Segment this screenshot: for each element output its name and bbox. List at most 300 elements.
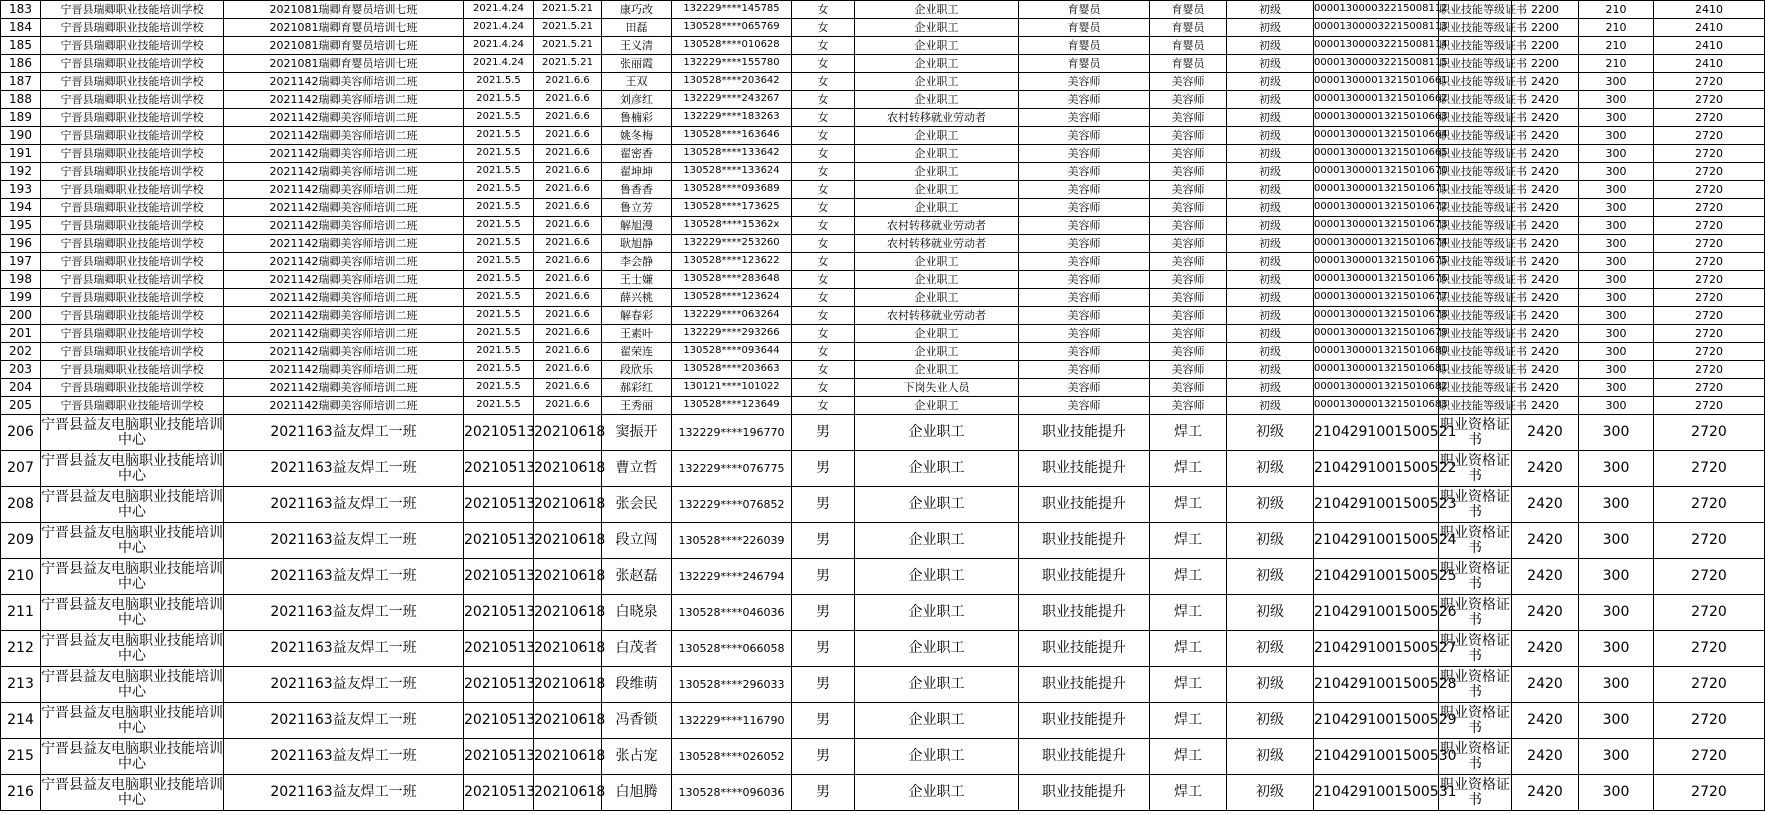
row-number: 215 — [1, 739, 41, 775]
category-cell: 美容师 — [1019, 253, 1150, 271]
id-number-cell: 130528****046036 — [672, 595, 792, 631]
table-row — [1, 73, 1765, 91]
name-cell: 姚冬梅 — [602, 127, 672, 145]
certificate-type-cell: 职业资格证书 — [1439, 703, 1512, 739]
gender-cell: 女 — [792, 361, 855, 379]
total-cell: 2720 — [1654, 379, 1765, 397]
certificate-type-cell: 职业资格证书 — [1439, 487, 1512, 523]
subsidy-cell: 2420 — [1512, 739, 1579, 775]
person-type-cell: 企业职工 — [855, 739, 1019, 775]
start-date-cell: 2021.5.5 — [464, 307, 534, 325]
certificate-type-cell: 职业技能等级证书 — [1439, 127, 1512, 145]
table-row — [1, 217, 1765, 235]
level-cell: 初级 — [1227, 397, 1314, 415]
table-row — [1, 739, 1765, 775]
subsidy-cell: 2420 — [1512, 217, 1579, 235]
class-cell: 2021142瑞卿美容师培训二班 — [224, 73, 464, 91]
category-cell: 育婴员 — [1019, 1, 1150, 19]
class-cell: 2021163益友焊工一班 — [224, 559, 464, 595]
level-cell: 初级 — [1227, 775, 1314, 811]
subsidy-cell: 2420 — [1512, 289, 1579, 307]
school-cell: 宁晋县瑞卿职业技能培训学校 — [41, 217, 224, 235]
allowance-cell: 300 — [1579, 397, 1654, 415]
certificate-type-cell: 职业技能等级证书 — [1439, 73, 1512, 91]
subsidy-cell: 2420 — [1512, 379, 1579, 397]
allowance-cell: 300 — [1579, 361, 1654, 379]
certificate-number-cell: 2104291001500521 — [1314, 415, 1439, 451]
allowance-cell: 210 — [1579, 1, 1654, 19]
end-date-cell: 2021.6.6 — [534, 379, 602, 397]
table-row — [1, 415, 1765, 451]
category-cell: 职业技能提升 — [1019, 487, 1150, 523]
occupation-cell: 美容师 — [1150, 235, 1227, 253]
category-cell: 美容师 — [1019, 91, 1150, 109]
id-number-cell: 130121****101022 — [672, 379, 792, 397]
certificate-type-cell: 职业技能等级证书 — [1439, 289, 1512, 307]
gender-cell: 男 — [792, 703, 855, 739]
level-cell: 初级 — [1227, 235, 1314, 253]
school-cell: 宁晋县益友电脑职业技能培训中心 — [41, 631, 224, 667]
person-type-cell: 企业职工 — [855, 91, 1019, 109]
class-cell: 2021142瑞卿美容师培训二班 — [224, 91, 464, 109]
certificate-type-cell: 职业技能等级证书 — [1439, 109, 1512, 127]
level-cell: 初级 — [1227, 667, 1314, 703]
allowance-cell: 300 — [1579, 523, 1654, 559]
start-date-cell: 2021.4.24 — [464, 37, 534, 55]
gender-cell: 女 — [792, 127, 855, 145]
class-cell: 2021142瑞卿美容师培训二班 — [224, 307, 464, 325]
class-cell: 2021142瑞卿美容师培训二班 — [224, 217, 464, 235]
allowance-cell: 300 — [1579, 379, 1654, 397]
level-cell: 初级 — [1227, 487, 1314, 523]
category-cell: 育婴员 — [1019, 19, 1150, 37]
school-cell: 宁晋县瑞卿职业技能培训学校 — [41, 361, 224, 379]
school-cell: 宁晋县瑞卿职业技能培训学校 — [41, 199, 224, 217]
class-cell: 2021142瑞卿美容师培训二班 — [224, 253, 464, 271]
class-cell: 2021142瑞卿美容师培训二班 — [224, 361, 464, 379]
id-number-cell: 130528****096036 — [672, 775, 792, 811]
class-cell: 2021142瑞卿美容师培训二班 — [224, 199, 464, 217]
start-date-cell: 2021.5.5 — [464, 325, 534, 343]
id-number-cell: 132229****196770 — [672, 415, 792, 451]
row-number: 202 — [1, 343, 41, 361]
occupation-cell: 焊工 — [1150, 667, 1227, 703]
allowance-cell: 300 — [1579, 253, 1654, 271]
certificate-type-cell: 职业资格证书 — [1439, 775, 1512, 811]
name-cell: 白晓泉 — [602, 595, 672, 631]
certificate-type-cell: 职业资格证书 — [1439, 559, 1512, 595]
class-cell: 2021081瑞卿育婴员培训七班 — [224, 37, 464, 55]
start-date-cell: 20210513 — [464, 631, 534, 667]
end-date-cell: 2021.6.6 — [534, 397, 602, 415]
row-number: 216 — [1, 775, 41, 811]
level-cell: 初级 — [1227, 253, 1314, 271]
table-row — [1, 37, 1765, 55]
allowance-cell: 300 — [1579, 289, 1654, 307]
id-number-cell: 130528****173625 — [672, 199, 792, 217]
category-cell: 职业技能提升 — [1019, 451, 1150, 487]
allowance-cell: 300 — [1579, 631, 1654, 667]
table-row — [1, 235, 1765, 253]
id-number-cell: 132229****183263 — [672, 109, 792, 127]
end-date-cell: 20210618 — [534, 739, 602, 775]
end-date-cell: 2021.6.6 — [534, 199, 602, 217]
end-date-cell: 2021.6.6 — [534, 217, 602, 235]
total-cell: 2720 — [1654, 397, 1765, 415]
name-cell: 翟坤坤 — [602, 163, 672, 181]
subsidy-cell: 2420 — [1512, 73, 1579, 91]
row-number: 187 — [1, 73, 41, 91]
name-cell: 郝彩红 — [602, 379, 672, 397]
id-number-cell: 130528****123622 — [672, 253, 792, 271]
certificate-number-cell: 2104291001500522 — [1314, 451, 1439, 487]
certificate-number-cell: 2104291001500526 — [1314, 595, 1439, 631]
start-date-cell: 2021.4.24 — [464, 1, 534, 19]
name-cell: 白茂者 — [602, 631, 672, 667]
allowance-cell: 300 — [1579, 307, 1654, 325]
person-type-cell: 企业职工 — [855, 289, 1019, 307]
subsidy-cell: 2420 — [1512, 703, 1579, 739]
school-cell: 宁晋县瑞卿职业技能培训学校 — [41, 37, 224, 55]
school-cell: 宁晋县瑞卿职业技能培训学校 — [41, 181, 224, 199]
certificate-number-cell: 000013000032215008113 — [1314, 19, 1439, 37]
name-cell: 康巧改 — [602, 1, 672, 19]
class-cell: 2021142瑞卿美容师培训二班 — [224, 163, 464, 181]
certificate-number-cell: 000013000013215010671 — [1314, 181, 1439, 199]
person-type-cell: 企业职工 — [855, 631, 1019, 667]
id-number-cell: 130528****203642 — [672, 73, 792, 91]
certificate-number-cell: 000013000013215010682 — [1314, 379, 1439, 397]
start-date-cell: 20210513 — [464, 523, 534, 559]
level-cell: 初级 — [1227, 1, 1314, 19]
row-number: 191 — [1, 145, 41, 163]
row-number: 186 — [1, 55, 41, 73]
subsidy-cell: 2420 — [1512, 181, 1579, 199]
category-cell: 美容师 — [1019, 379, 1150, 397]
table-row — [1, 181, 1765, 199]
gender-cell: 女 — [792, 91, 855, 109]
person-type-cell: 农村转移就业劳动者 — [855, 307, 1019, 325]
table-row — [1, 163, 1765, 181]
occupation-cell: 焊工 — [1150, 451, 1227, 487]
level-cell: 初级 — [1227, 91, 1314, 109]
certificate-number-cell: 000013000013215010674 — [1314, 235, 1439, 253]
id-number-cell: 132229****253260 — [672, 235, 792, 253]
end-date-cell: 2021.6.6 — [534, 343, 602, 361]
total-cell: 2410 — [1654, 55, 1765, 73]
allowance-cell: 300 — [1579, 739, 1654, 775]
total-cell: 2720 — [1654, 289, 1765, 307]
allowance-cell: 300 — [1579, 325, 1654, 343]
row-number: 200 — [1, 307, 41, 325]
person-type-cell: 下岗失业人员 — [855, 379, 1019, 397]
certificate-number-cell: 2104291001500528 — [1314, 667, 1439, 703]
person-type-cell: 企业职工 — [855, 37, 1019, 55]
total-cell: 2720 — [1654, 559, 1765, 595]
subsidy-cell: 2420 — [1512, 451, 1579, 487]
gender-cell: 女 — [792, 73, 855, 91]
class-cell: 2021163益友焊工一班 — [224, 667, 464, 703]
occupation-cell: 美容师 — [1150, 199, 1227, 217]
id-number-cell: 132229****246794 — [672, 559, 792, 595]
class-cell: 2021163益友焊工一班 — [224, 415, 464, 451]
class-cell: 2021142瑞卿美容师培训二班 — [224, 289, 464, 307]
name-cell: 耿旭静 — [602, 235, 672, 253]
allowance-cell: 300 — [1579, 775, 1654, 811]
person-type-cell: 企业职工 — [855, 19, 1019, 37]
certificate-type-cell: 职业技能等级证书 — [1439, 343, 1512, 361]
level-cell: 初级 — [1227, 451, 1314, 487]
table-row — [1, 325, 1765, 343]
name-cell: 王义清 — [602, 37, 672, 55]
category-cell: 美容师 — [1019, 397, 1150, 415]
table-row — [1, 487, 1765, 523]
end-date-cell: 2021.5.21 — [534, 19, 602, 37]
certificate-number-cell: 000013000013215010679 — [1314, 325, 1439, 343]
subsidy-cell: 2420 — [1512, 253, 1579, 271]
occupation-cell: 育婴员 — [1150, 55, 1227, 73]
total-cell: 2720 — [1654, 451, 1765, 487]
category-cell: 美容师 — [1019, 361, 1150, 379]
certificate-type-cell: 职业技能等级证书 — [1439, 325, 1512, 343]
occupation-cell: 美容师 — [1150, 181, 1227, 199]
person-type-cell: 企业职工 — [855, 145, 1019, 163]
school-cell: 宁晋县瑞卿职业技能培训学校 — [41, 289, 224, 307]
id-number-cell: 130528****010628 — [672, 37, 792, 55]
total-cell: 2410 — [1654, 37, 1765, 55]
allowance-cell: 300 — [1579, 145, 1654, 163]
allowance-cell: 300 — [1579, 181, 1654, 199]
school-cell: 宁晋县瑞卿职业技能培训学校 — [41, 109, 224, 127]
end-date-cell: 20210618 — [534, 667, 602, 703]
allowance-cell: 300 — [1579, 595, 1654, 631]
person-type-cell: 企业职工 — [855, 487, 1019, 523]
person-type-cell: 农村转移就业劳动者 — [855, 217, 1019, 235]
table-row — [1, 91, 1765, 109]
id-number-cell: 130528****066058 — [672, 631, 792, 667]
certificate-type-cell: 职业技能等级证书 — [1439, 235, 1512, 253]
end-date-cell: 20210618 — [534, 595, 602, 631]
table-row — [1, 271, 1765, 289]
certificate-number-cell: 000013000013215010678 — [1314, 307, 1439, 325]
certificate-type-cell: 职业技能等级证书 — [1439, 181, 1512, 199]
total-cell: 2720 — [1654, 523, 1765, 559]
end-date-cell: 2021.6.6 — [534, 307, 602, 325]
person-type-cell: 企业职工 — [855, 595, 1019, 631]
class-cell: 2021142瑞卿美容师培训二班 — [224, 235, 464, 253]
level-cell: 初级 — [1227, 343, 1314, 361]
gender-cell: 女 — [792, 307, 855, 325]
subsidy-cell: 2200 — [1512, 1, 1579, 19]
certificate-number-cell: 000013000013215010677 — [1314, 289, 1439, 307]
name-cell: 王双 — [602, 73, 672, 91]
category-cell: 美容师 — [1019, 181, 1150, 199]
table-row — [1, 55, 1765, 73]
level-cell: 初级 — [1227, 181, 1314, 199]
start-date-cell: 2021.5.5 — [464, 289, 534, 307]
end-date-cell: 2021.6.6 — [534, 91, 602, 109]
gender-cell: 女 — [792, 397, 855, 415]
end-date-cell: 2021.5.21 — [534, 37, 602, 55]
start-date-cell: 2021.5.5 — [464, 217, 534, 235]
allowance-cell: 210 — [1579, 19, 1654, 37]
name-cell: 段维萌 — [602, 667, 672, 703]
level-cell: 初级 — [1227, 199, 1314, 217]
certificate-type-cell: 职业技能等级证书 — [1439, 55, 1512, 73]
id-number-cell: 130528****226039 — [672, 523, 792, 559]
name-cell: 王秀丽 — [602, 397, 672, 415]
subsidy-cell: 2420 — [1512, 235, 1579, 253]
subsidy-cell: 2420 — [1512, 127, 1579, 145]
total-cell: 2720 — [1654, 487, 1765, 523]
school-cell: 宁晋县瑞卿职业技能培训学校 — [41, 307, 224, 325]
certificate-type-cell: 职业技能等级证书 — [1439, 307, 1512, 325]
start-date-cell: 2021.5.5 — [464, 145, 534, 163]
school-cell: 宁晋县瑞卿职业技能培训学校 — [41, 397, 224, 415]
start-date-cell: 2021.5.5 — [464, 397, 534, 415]
id-number-cell: 130528****093689 — [672, 181, 792, 199]
gender-cell: 男 — [792, 415, 855, 451]
name-cell: 张赵磊 — [602, 559, 672, 595]
certificate-type-cell: 职业资格证书 — [1439, 415, 1512, 451]
end-date-cell: 2021.6.6 — [534, 235, 602, 253]
end-date-cell: 2021.6.6 — [534, 325, 602, 343]
allowance-cell: 300 — [1579, 415, 1654, 451]
id-number-cell: 132229****243267 — [672, 91, 792, 109]
school-cell: 宁晋县瑞卿职业技能培训学校 — [41, 127, 224, 145]
occupation-cell: 焊工 — [1150, 559, 1227, 595]
class-cell: 2021163益友焊工一班 — [224, 451, 464, 487]
certificate-number-cell: 000013000013215010681 — [1314, 361, 1439, 379]
row-number: 212 — [1, 631, 41, 667]
certificate-type-cell: 职业技能等级证书 — [1439, 19, 1512, 37]
allowance-cell: 300 — [1579, 127, 1654, 145]
occupation-cell: 美容师 — [1150, 397, 1227, 415]
total-cell: 2720 — [1654, 595, 1765, 631]
start-date-cell: 20210513 — [464, 451, 534, 487]
table-row — [1, 253, 1765, 271]
gender-cell: 女 — [792, 19, 855, 37]
end-date-cell: 2021.6.6 — [534, 109, 602, 127]
person-type-cell: 企业职工 — [855, 415, 1019, 451]
class-cell: 2021163益友焊工一班 — [224, 739, 464, 775]
certificate-number-cell: 2104291001500527 — [1314, 631, 1439, 667]
table-row — [1, 199, 1765, 217]
start-date-cell: 2021.5.5 — [464, 271, 534, 289]
certificate-type-cell: 职业技能等级证书 — [1439, 91, 1512, 109]
total-cell: 2720 — [1654, 775, 1765, 811]
id-number-cell: 132229****145785 — [672, 1, 792, 19]
level-cell: 初级 — [1227, 739, 1314, 775]
certificate-number-cell: 000013000013215010662 — [1314, 91, 1439, 109]
start-date-cell: 2021.5.5 — [464, 199, 534, 217]
occupation-cell: 焊工 — [1150, 775, 1227, 811]
subsidy-cell: 2420 — [1512, 343, 1579, 361]
person-type-cell: 企业职工 — [855, 55, 1019, 73]
category-cell: 职业技能提升 — [1019, 523, 1150, 559]
occupation-cell: 美容师 — [1150, 379, 1227, 397]
start-date-cell: 2021.5.5 — [464, 163, 534, 181]
occupation-cell: 美容师 — [1150, 307, 1227, 325]
occupation-cell: 美容师 — [1150, 361, 1227, 379]
end-date-cell: 20210618 — [534, 631, 602, 667]
row-number: 194 — [1, 199, 41, 217]
table-row — [1, 523, 1765, 559]
gender-cell: 女 — [792, 343, 855, 361]
gender-cell: 女 — [792, 55, 855, 73]
category-cell: 职业技能提升 — [1019, 559, 1150, 595]
class-cell: 2021142瑞卿美容师培训二班 — [224, 343, 464, 361]
person-type-cell: 企业职工 — [855, 451, 1019, 487]
id-number-cell: 130528****283648 — [672, 271, 792, 289]
class-cell: 2021142瑞卿美容师培训二班 — [224, 181, 464, 199]
name-cell: 田磊 — [602, 19, 672, 37]
level-cell: 初级 — [1227, 523, 1314, 559]
table-row — [1, 19, 1765, 37]
table-row — [1, 307, 1765, 325]
category-cell: 美容师 — [1019, 127, 1150, 145]
id-number-cell: 132229****155780 — [672, 55, 792, 73]
total-cell: 2410 — [1654, 1, 1765, 19]
name-cell: 李会静 — [602, 253, 672, 271]
category-cell: 美容师 — [1019, 343, 1150, 361]
start-date-cell: 2021.5.5 — [464, 91, 534, 109]
total-cell: 2720 — [1654, 181, 1765, 199]
occupation-cell: 焊工 — [1150, 523, 1227, 559]
name-cell: 翟荣连 — [602, 343, 672, 361]
gender-cell: 男 — [792, 451, 855, 487]
school-cell: 宁晋县瑞卿职业技能培训学校 — [41, 235, 224, 253]
gender-cell: 男 — [792, 631, 855, 667]
school-cell: 宁晋县瑞卿职业技能培训学校 — [41, 343, 224, 361]
total-cell: 2720 — [1654, 343, 1765, 361]
allowance-cell: 210 — [1579, 55, 1654, 73]
name-cell: 张占宠 — [602, 739, 672, 775]
school-cell: 宁晋县益友电脑职业技能培训中心 — [41, 451, 224, 487]
occupation-cell: 美容师 — [1150, 253, 1227, 271]
school-cell: 宁晋县益友电脑职业技能培训中心 — [41, 739, 224, 775]
category-cell: 美容师 — [1019, 73, 1150, 91]
table-row — [1, 379, 1765, 397]
category-cell: 美容师 — [1019, 289, 1150, 307]
category-cell: 美容师 — [1019, 109, 1150, 127]
total-cell: 2720 — [1654, 145, 1765, 163]
category-cell: 美容师 — [1019, 145, 1150, 163]
person-type-cell: 企业职工 — [855, 163, 1019, 181]
level-cell: 初级 — [1227, 361, 1314, 379]
level-cell: 初级 — [1227, 631, 1314, 667]
table-row — [1, 1, 1765, 19]
start-date-cell: 20210513 — [464, 559, 534, 595]
certificate-number-cell: 2104291001500525 — [1314, 559, 1439, 595]
certificate-type-cell: 职业资格证书 — [1439, 451, 1512, 487]
person-type-cell: 企业职工 — [855, 523, 1019, 559]
category-cell: 美容师 — [1019, 163, 1150, 181]
certificate-type-cell: 职业技能等级证书 — [1439, 145, 1512, 163]
gender-cell: 女 — [792, 199, 855, 217]
id-number-cell: 130528****123649 — [672, 397, 792, 415]
occupation-cell: 焊工 — [1150, 739, 1227, 775]
start-date-cell: 20210513 — [464, 415, 534, 451]
total-cell: 2720 — [1654, 703, 1765, 739]
occupation-cell: 美容师 — [1150, 271, 1227, 289]
level-cell: 初级 — [1227, 379, 1314, 397]
subsidy-cell: 2420 — [1512, 163, 1579, 181]
allowance-cell: 300 — [1579, 703, 1654, 739]
level-cell: 初级 — [1227, 145, 1314, 163]
total-cell: 2720 — [1654, 253, 1765, 271]
certificate-type-cell: 职业技能等级证书 — [1439, 163, 1512, 181]
